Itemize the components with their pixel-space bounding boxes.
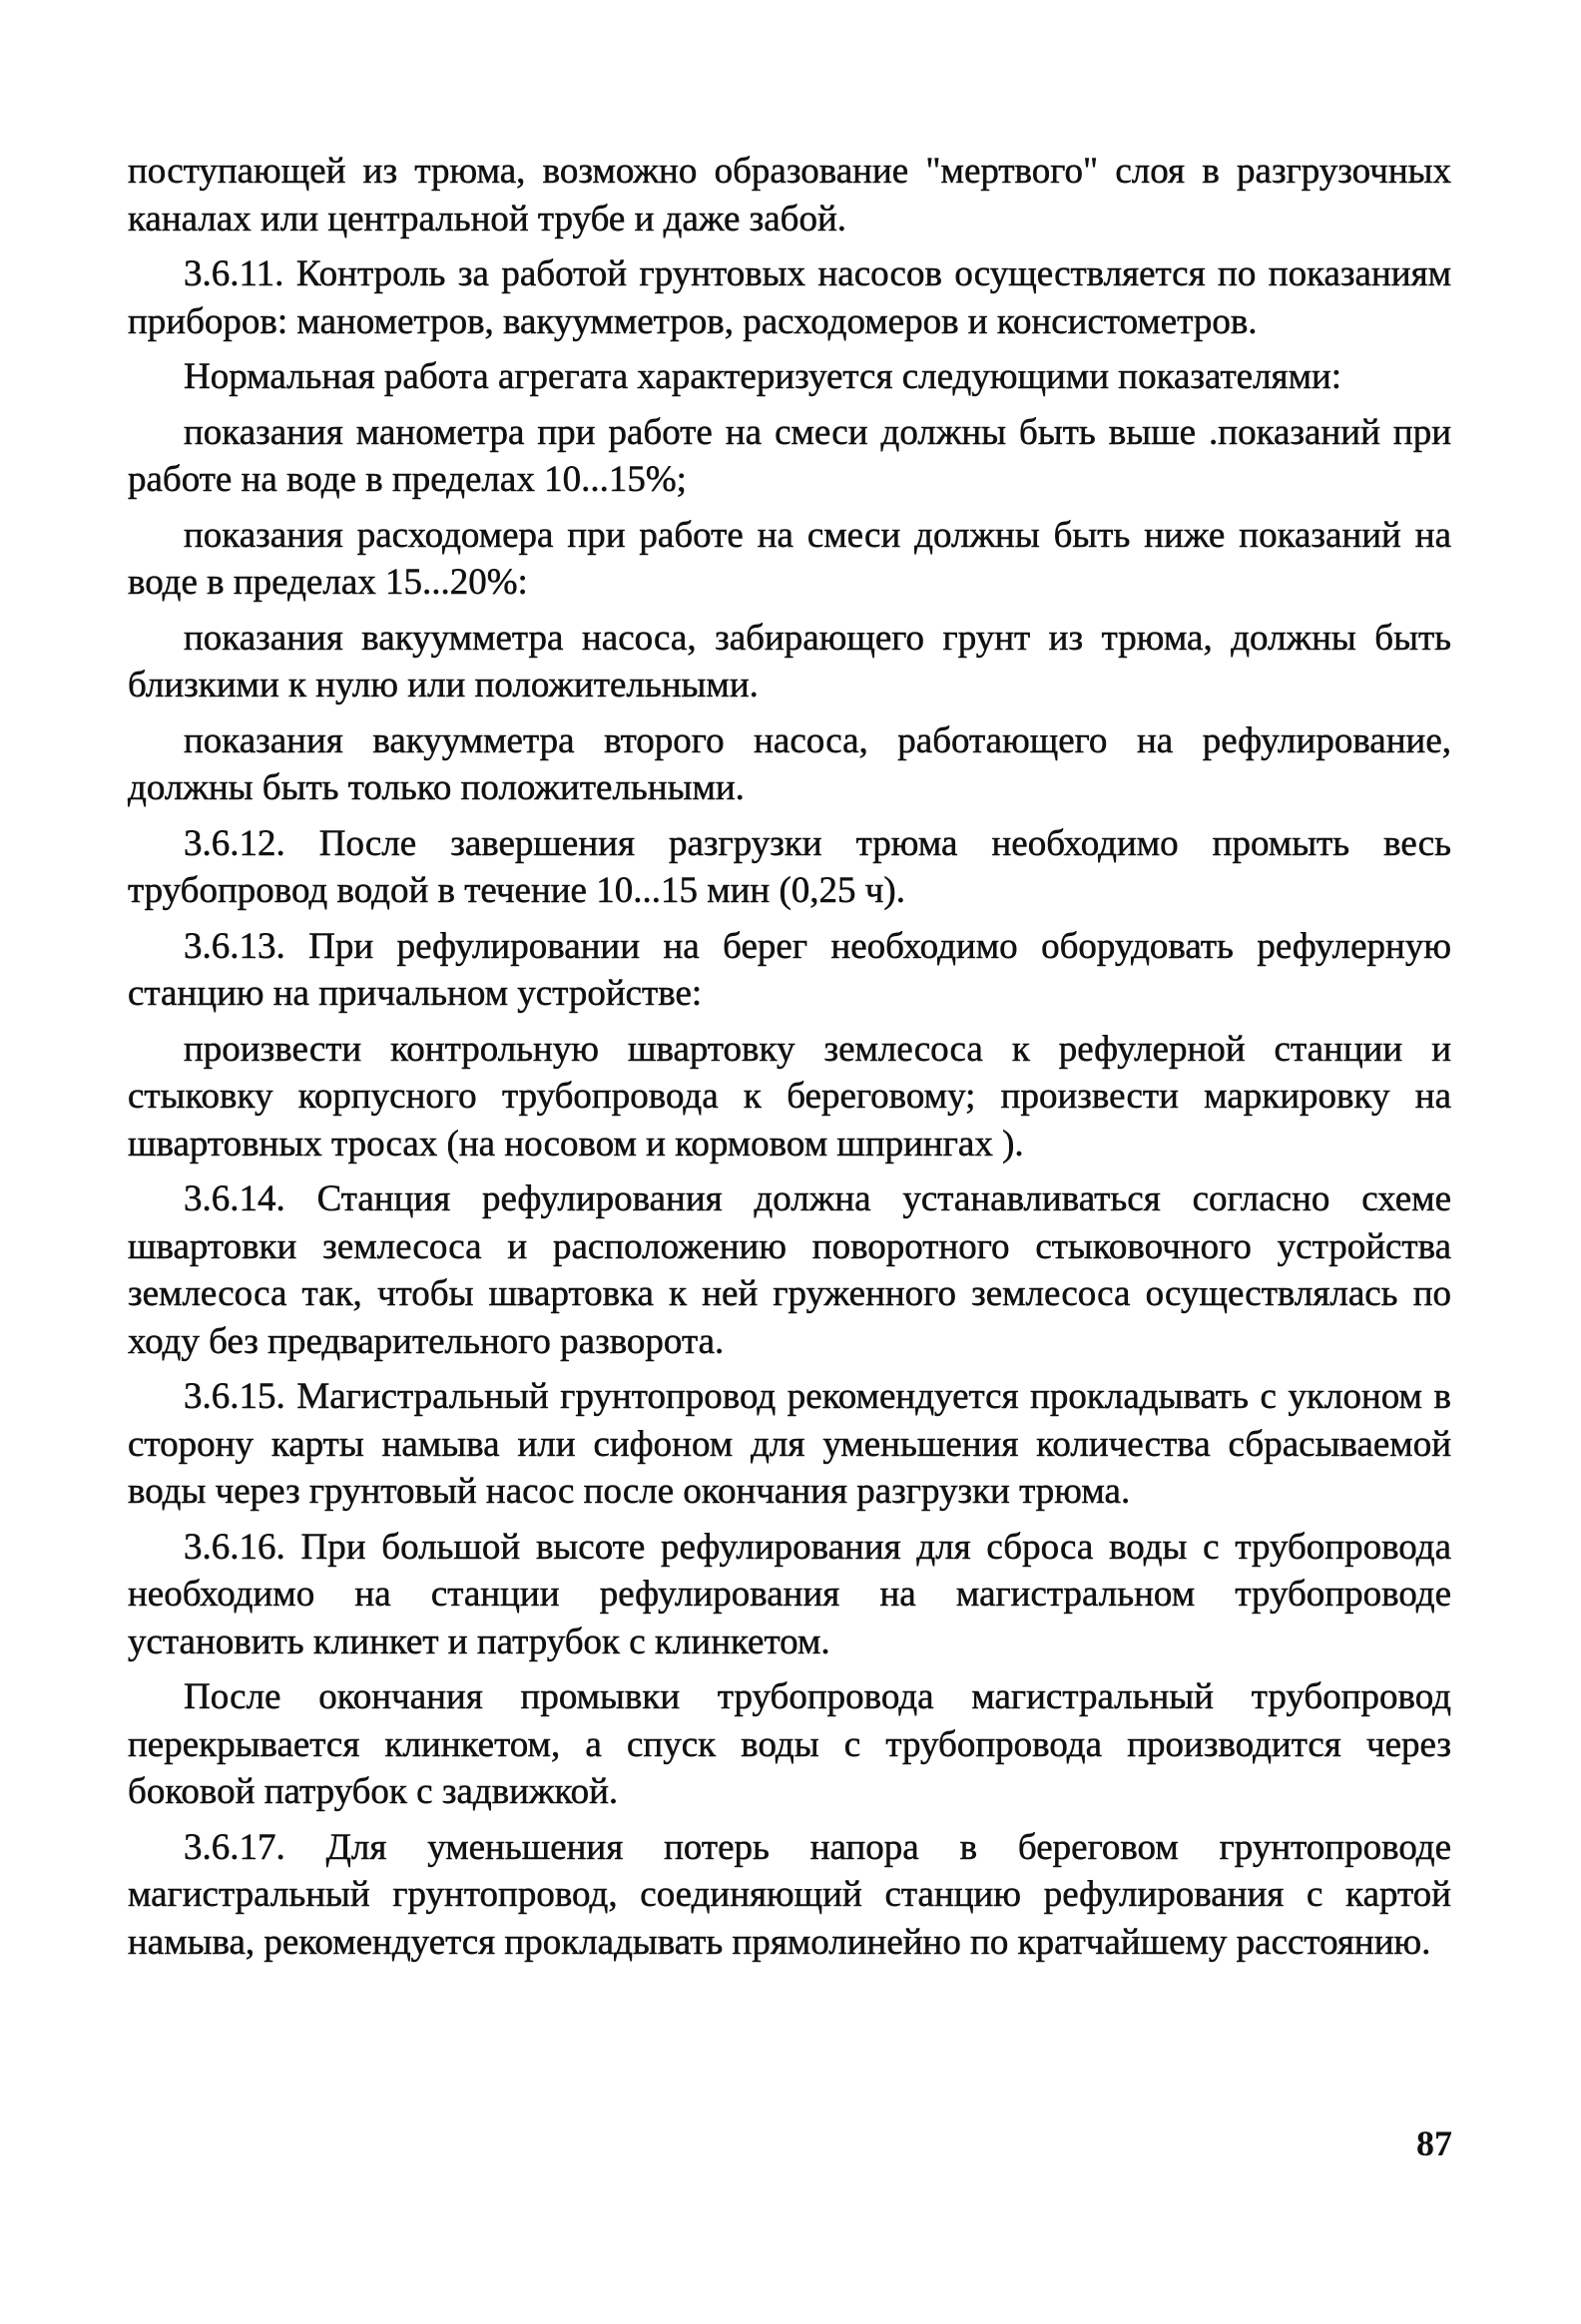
list-item-mooring: произвести контрольную швартовку землесоса к рефулерной станции и стыковку корпусного трубопровода к береговому; произвести маркировку на швартовных тросах (на носовом и кормовом шпрингах ). (128, 1028, 1451, 1164)
paragraph-3-6-17: 3.6.17. Для уменьшения потерь напора в береговом грунтопроводе магистральный грунтопровод, соединяющий станцию рефулирования с картой намыва, рекомендуется прокладывать прямолинейно по кратчайшему расстоянию. (128, 1826, 1451, 1963)
paragraph-3-6-14: 3.6.14. Станция рефулирования должна устанавливаться согласно схеме швартовки землесоса и расположению поворотного стыковочного устройства землесоса так, чтобы швартовка к ней груженного землесоса осуществлялась по ходу без предварительного разворота. (128, 1178, 1451, 1362)
page-number: 87 (1416, 2123, 1452, 2163)
paragraph-3-6-16: 3.6.16. При большой высоте рефулирования для сброса воды с трубопровода необходимо на станции рефулирования на магистральном трубопроводе установить клинкет и патрубок с клинкетом. (128, 1526, 1451, 1662)
paragraph-3-6-13: 3.6.13. При рефулировании на берег необходимо оборудовать рефулерную станцию на причальном устройстве: (128, 925, 1451, 1014)
list-item-vacuum-first: показания вакуумметра насоса, забирающего грунт из трюма, должны быть близкими к нулю или положительными. (128, 617, 1451, 705)
list-item-vacuum-second: показания вакуумметра второго насоса, работающего на рефулирование, должны быть только положительными. (128, 719, 1451, 808)
paragraph-3-6-15: 3.6.15. Магистральный грунтопровод рекомендуется прокладывать с уклоном в сторону карты намыва или сифоном для уменьшения количества сбрасываемой воды через грунтовый насос после окончания разгрузки трюма. (128, 1376, 1451, 1512)
paragraph-flushing: После окончания промывки трубопровода магистральный трубопровод перекрывается клинкетом, а спуск воды с трубопровода производится через боковой патрубок с задвижкой. (128, 1676, 1451, 1812)
list-item-flowmeter: показания расходомера при работе на смеси должны быть ниже показаний на воде в пределах 15...20%: (128, 514, 1451, 603)
paragraph-3-6-11: 3.6.11. Контроль за работой грунтовых насосов осуществляется по показаниям приборов: манометров, вакуумметров, расходомеров и консистометров. (128, 253, 1451, 342)
paragraph-3-6-12: 3.6.12. После завершения разгрузки трюма необходимо промыть весь трубопровод водой в течение 10...15 мин (0,25 ч). (128, 822, 1451, 911)
paragraph-continuation: поступающей из трюма, возможно образование "мертвого" слоя в разгрузочных каналах или центральной трубе и даже забой. (128, 151, 1451, 239)
body-text (128, 148, 1451, 1966)
paragraph-normal-operation: Нормальная работа агрегата характеризуется следующими показателями: (184, 356, 1342, 397)
list-item-manometer: показания манометра при работе на смеси должны быть выше .показаний при работе на воде в пределах 10...15%; (128, 411, 1451, 500)
